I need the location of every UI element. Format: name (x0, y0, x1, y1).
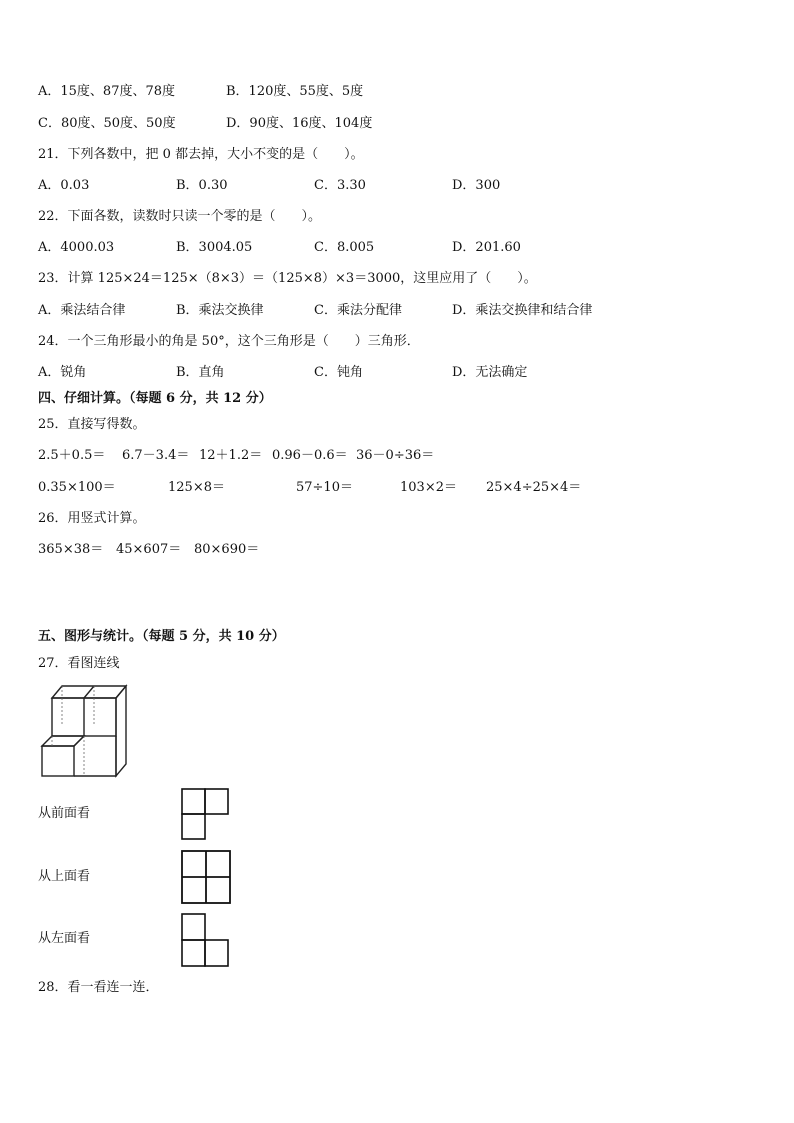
front-view-label: 从前面看 (38, 806, 91, 821)
q21-option-b: B．0.30 (176, 178, 228, 193)
calc-item: 0.96－0.6＝ (272, 448, 348, 463)
q22-option-b: B．3004.05 (176, 240, 253, 255)
q22-option-a: A．4000.03 (38, 240, 115, 255)
q24-option-b: B．直角 (176, 365, 225, 380)
vertical-calc-item: 80×690＝ (194, 542, 260, 557)
view-shape-1 (181, 788, 229, 840)
calc-item: 103×2＝ (400, 480, 457, 495)
q23-option-c: C．乘法分配律 (314, 303, 402, 318)
cube-stack-figure (38, 684, 130, 780)
section-5-title: 五、图形与统计。（每题 5 分，共 10 分） (38, 629, 285, 644)
vertical-calc-item: 45×607＝ (116, 542, 182, 557)
q23-option-a: A．乘法结合律 (38, 303, 126, 318)
q24-option-d: D．无法确定 (452, 365, 528, 380)
question-28-stem: 28．看一看连一连． (38, 980, 159, 995)
left-view-label: 从左面看 (38, 931, 91, 946)
view-shape-3 (181, 913, 229, 967)
question-25-stem: 25．直接写得数。 (38, 417, 146, 432)
vertical-calc-item: 365×38＝ (38, 542, 104, 557)
view-shape-2 (181, 850, 231, 904)
option-a: A．15度、87度、78度 (38, 84, 176, 99)
q23-option-d: D．乘法交换律和结合律 (452, 303, 593, 318)
section-4-title: 四、仔细计算。（每题 6 分，共 12 分） (38, 391, 272, 406)
calc-item: 0.35×100＝ (38, 480, 116, 495)
question-22-stem: 22．下面各数，读数时只读一个零的是（ ）。 (38, 209, 322, 224)
calc-item: 2.5＋0.5＝ (38, 448, 106, 463)
option-d: D．90度、16度、104度 (226, 116, 373, 131)
calc-item: 125×8＝ (168, 480, 225, 495)
question-24-stem: 24．一个三角形最小的角是 50°，这个三角形是（ ）三角形． (38, 334, 420, 349)
q23-option-b: B．乘法交换律 (176, 303, 264, 318)
q21-option-a: A．0.03 (38, 178, 90, 193)
q22-option-d: D．201.60 (452, 240, 521, 255)
calc-item: 12＋1.2＝ (199, 448, 263, 463)
question-23-stem: 23．计算 125×24＝125×（8×3）＝（125×8）×3＝3000，这里应用了（ ）。 (38, 271, 537, 286)
q24-option-c: C．钝角 (314, 365, 363, 380)
q24-option-a: A．锐角 (38, 365, 87, 380)
calc-item: 57÷10＝ (296, 480, 353, 495)
calc-item: 36－0÷36＝ (356, 448, 435, 463)
top-view-label: 从上面看 (38, 869, 91, 884)
q22-option-c: C．8.005 (314, 240, 375, 255)
option-c: C．80度、50度、50度 (38, 116, 176, 131)
question-26-stem: 26．用竖式计算。 (38, 511, 146, 526)
q21-option-c: C．3.30 (314, 178, 366, 193)
question-27-stem: 27．看图连线 (38, 656, 120, 671)
option-b: B．120度、55度、5度 (226, 84, 364, 99)
question-21-stem: 21．下列各数中，把 0 都去掉，大小不变的是（ ）。 (38, 147, 364, 162)
calc-item: 25×4÷25×4＝ (486, 480, 582, 495)
calc-item: 6.7－3.4＝ (122, 448, 190, 463)
q21-option-d: D．300 (452, 178, 501, 193)
